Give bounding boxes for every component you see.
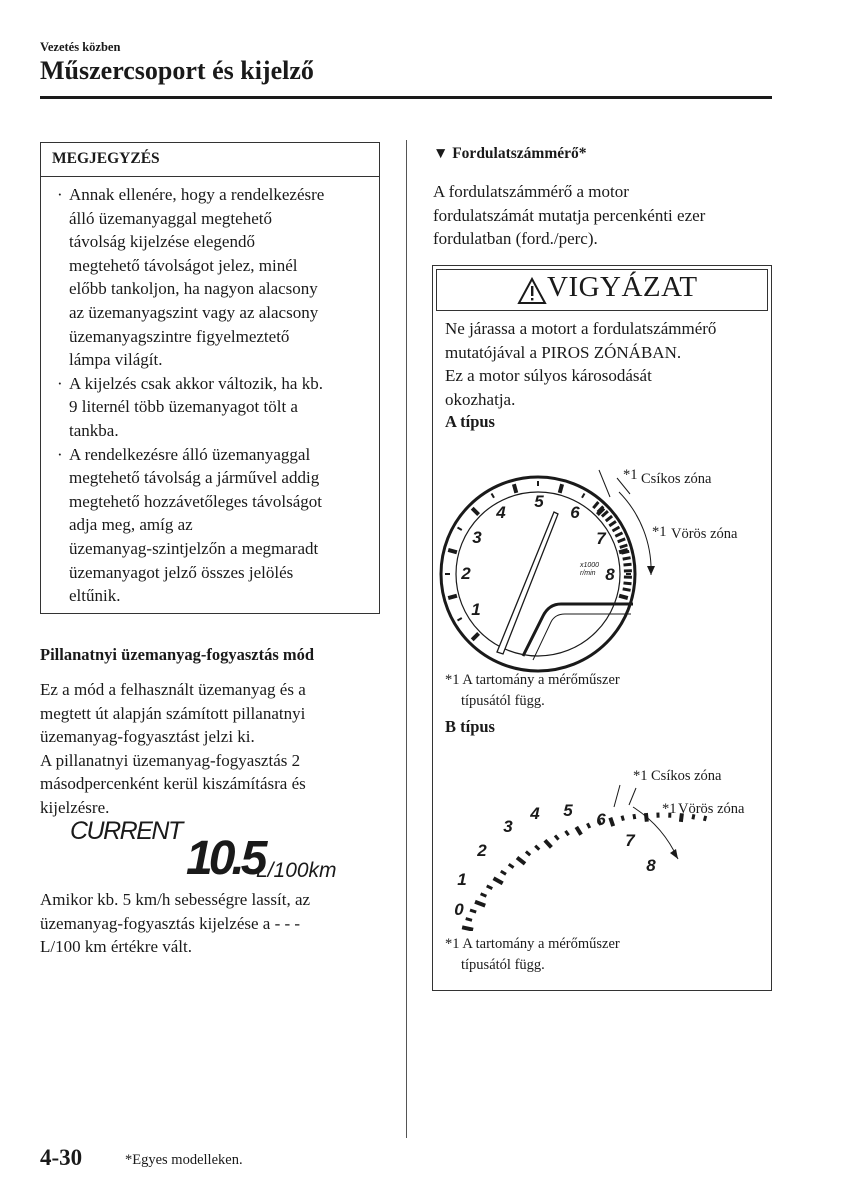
red-zone-mark: *1 xyxy=(662,801,677,817)
note-line: megtehető távolságot jelez, minél xyxy=(69,255,298,275)
caution-title: VIGYÁZAT xyxy=(547,271,698,303)
type-a-footnote xyxy=(445,670,620,712)
gauge-number: 8 xyxy=(646,856,656,875)
triangle-down-icon: ▼ xyxy=(433,145,449,162)
gauge-tick xyxy=(624,583,632,584)
gauge-tick xyxy=(448,596,457,598)
paragraph-line: fordulatszámát mutatja percenkénti ezer xyxy=(433,205,706,225)
note-bullet xyxy=(57,443,371,608)
red-zone-leader xyxy=(629,788,636,805)
paragraph-line: Amikor kb. 5 km/h sebességre lassít, az xyxy=(40,890,311,909)
gauge-tick xyxy=(624,564,632,565)
gauge-tick xyxy=(582,494,585,498)
paragraph-line: okozhatja. xyxy=(445,389,516,409)
bullet-dot-icon: · xyxy=(57,373,63,393)
display-label: CURRENT xyxy=(70,817,182,845)
bullet-dot-icon: · xyxy=(57,185,63,204)
note-line: eltűnik. xyxy=(69,586,121,606)
column-divider xyxy=(406,140,407,1138)
gauge-number: 6 xyxy=(596,810,606,829)
display-value: 10.5 xyxy=(186,832,264,885)
gauge-tick xyxy=(613,527,620,531)
gauge-number: 6 xyxy=(570,503,580,522)
gauge-tick xyxy=(566,831,569,835)
gauge-tick xyxy=(458,618,462,621)
footnote-line: típusától függ. xyxy=(461,693,545,709)
note-bullet xyxy=(57,372,371,443)
note-line: adja meg, amíg az xyxy=(69,515,193,535)
page-number: 4-30 xyxy=(40,1145,83,1170)
note-line: A rendelkezésre álló üzemanyaggal xyxy=(69,444,311,464)
type-a-heading: A típus xyxy=(445,412,495,431)
gauge-number: 3 xyxy=(503,817,513,836)
gauge-tick xyxy=(481,894,487,897)
page-title: Műszercsoport és kijelző xyxy=(40,56,314,85)
gauge-tick xyxy=(466,919,472,921)
gauge-tick xyxy=(623,589,631,590)
gauge-tick xyxy=(448,550,457,552)
note-bullet xyxy=(57,183,371,372)
gauge-tick xyxy=(509,864,514,867)
gauge-needle xyxy=(497,512,558,654)
gauge-number-group xyxy=(454,801,656,919)
gauge-tick xyxy=(472,633,478,639)
stripe-zone-mark: *1 xyxy=(633,768,648,784)
gauge-tick xyxy=(618,539,626,542)
footnote-mark: *1 xyxy=(445,936,460,952)
note-body xyxy=(41,177,379,608)
tachometer-heading-text: Fordulatszámmérő* xyxy=(452,145,587,162)
caution-text xyxy=(445,317,765,411)
note-line: megtehető hozzávetőleges távolságot xyxy=(69,491,323,511)
gauge-tick xyxy=(526,852,530,856)
paragraph-line: mutatójával a PIROS ZÓNÁBAN. xyxy=(445,342,682,362)
stripe-zone-leader xyxy=(599,470,610,497)
gauge-tick xyxy=(587,823,589,828)
note-line: üzemanyagot jelző összes jelölés xyxy=(69,562,294,582)
gauge-number: 1 xyxy=(457,870,467,889)
paragraph-line: üzemanyag-fogyasztást jelzi ki. xyxy=(40,727,255,747)
gauge-tick xyxy=(619,596,628,598)
gauge-tick xyxy=(492,494,495,498)
red-zone-mark: *1 xyxy=(652,524,667,540)
gauge-number: 3 xyxy=(472,528,482,547)
instant-mode-heading: Pillanatnyi üzemanyag-fogyasztás mód xyxy=(40,645,315,664)
paragraph-line: másodpercenként kerül kiszámításra és xyxy=(40,774,306,794)
note-line: távolság kijelzése elegendő xyxy=(69,232,255,252)
gauge-unit-bottom: r/min xyxy=(580,570,596,577)
gauge-tick xyxy=(620,545,628,547)
note-box xyxy=(40,142,380,614)
gauge-number: 5 xyxy=(534,492,544,511)
gauge-tick xyxy=(501,871,506,874)
gauge-tick xyxy=(621,551,629,553)
stripe-zone-label: Csíkos zóna xyxy=(651,768,722,784)
paragraph-line: A pillanatnyi üzemanyag-fogyasztás 2 xyxy=(40,750,301,770)
bracket-arrow-icon xyxy=(670,849,678,859)
gauge-tick xyxy=(634,814,635,819)
note-line: üzemanyagszintre figyelmeztető xyxy=(69,326,290,346)
section-label: Vezetés közben xyxy=(40,40,121,54)
caution-header xyxy=(436,269,768,311)
gauge-number: 5 xyxy=(563,801,573,820)
gauge-unit-top: x1000 xyxy=(580,562,600,569)
gauge-tick xyxy=(593,502,598,508)
display-unit: L/100km xyxy=(256,859,337,882)
bracket-arrow-icon xyxy=(647,566,655,575)
note-line: álló üzemanyaggal megtehető xyxy=(69,208,272,228)
gauge-tick xyxy=(470,910,476,912)
gauge-tick xyxy=(535,846,539,850)
footnote-text: A tartomány a mérőműszer xyxy=(462,936,620,952)
paragraph-line: Ez a mód a felhasznált üzemanyag és a xyxy=(40,680,306,699)
warning-triangle-icon xyxy=(517,277,547,305)
gauge-number: 2 xyxy=(477,841,487,860)
instant-mode-paragraph-2 xyxy=(40,888,370,959)
footnote-line xyxy=(445,934,620,955)
note-line: Annak ellenére, hogy a rendelkezésre xyxy=(69,185,325,204)
note-line: az üzemanyagszint vagy az alacsony xyxy=(69,302,319,322)
note-line: 9 liternél több üzemanyagot tölt a xyxy=(69,397,298,417)
footnote-mark: *1 xyxy=(445,672,460,688)
gauge-tick xyxy=(623,558,631,559)
paragraph-line: üzemanyag-fogyasztás kijelzése a - - - xyxy=(40,913,301,933)
gauge-number: 4 xyxy=(530,804,540,823)
gauge-tick xyxy=(494,878,503,883)
gauge-tick xyxy=(610,818,613,826)
tachometer-paragraph xyxy=(433,180,773,251)
bullet-dot-icon: · xyxy=(57,444,63,464)
gauge-tick xyxy=(615,533,622,537)
note-line: megtehető távolság a járművel addig xyxy=(69,468,320,488)
gauge-tick xyxy=(514,484,516,493)
gauge-number: 8 xyxy=(605,565,615,584)
type-b-gauge xyxy=(433,761,771,931)
stripe-zone-mark: *1 xyxy=(623,467,638,483)
stripe-zone-label: Csíkos zóna xyxy=(641,471,712,487)
paragraph-line: A fordulatszámmérő a motor xyxy=(433,182,629,201)
note-line: üzemanyag-szintjelzőn a megmaradt xyxy=(69,538,319,558)
gauge-tick xyxy=(472,508,478,514)
note-line: előbb tankoljon, ha nagyon alacsony xyxy=(69,279,318,299)
note-heading: MEGJEGYZÉS xyxy=(41,143,379,177)
type-a-gauge xyxy=(433,456,771,676)
paragraph-line: Ez a motor súlyos károsodását xyxy=(445,366,652,386)
footnote-line: típusától függ. xyxy=(461,957,545,973)
instant-mode-paragraph xyxy=(40,678,370,820)
gauge-tick xyxy=(517,858,525,864)
gauge-tick xyxy=(555,835,559,839)
note-line: A kijelzés csak akkor változik, ha kb. xyxy=(69,373,323,393)
gauge-tick xyxy=(462,927,473,929)
note-line: lámpa világít. xyxy=(69,350,163,370)
tachometer-heading xyxy=(433,145,587,163)
note-line: tankba. xyxy=(69,420,119,440)
gauge-number: 4 xyxy=(496,503,506,522)
footer-note: *Egyes modelleken. xyxy=(125,1152,243,1168)
gauge-display-window-inner xyxy=(533,614,631,660)
paragraph-line: L/100 km értékre vált. xyxy=(40,937,193,957)
gauge-number: 0 xyxy=(454,900,464,919)
caution-box xyxy=(432,265,772,991)
footnote-text: A tartomány a mérőműszer xyxy=(462,672,620,688)
gauge-number: 2 xyxy=(461,564,471,583)
stripe-zone-leader xyxy=(614,785,620,807)
gauge-tick xyxy=(606,516,612,521)
gauge-tick xyxy=(622,816,623,821)
footnote-line xyxy=(445,670,620,691)
gauge-tick xyxy=(560,484,562,493)
paragraph-line: megtett út alapján számított pillanatnyi xyxy=(40,703,306,723)
title-rule xyxy=(40,96,772,99)
gauge-tick-group xyxy=(462,813,706,930)
paragraph-line: Ne járassa a motort a fordulatszámmérő xyxy=(445,319,717,338)
gauge-tick xyxy=(458,528,462,531)
gauge-tick xyxy=(576,827,581,835)
gauge-tick xyxy=(475,902,485,906)
gauge-tick xyxy=(609,521,616,526)
paragraph-line: fordulatban (ford./perc). xyxy=(433,229,598,249)
type-b-heading: B típus xyxy=(445,717,495,736)
red-zone-label: Vörös zóna xyxy=(678,801,745,817)
type-b-footnote xyxy=(445,934,620,976)
gauge-number: 7 xyxy=(596,529,606,548)
gauge-number: 7 xyxy=(625,831,635,850)
fuel-consumption-display xyxy=(70,815,370,890)
gauge-tick xyxy=(545,840,552,847)
gauge-tick xyxy=(487,886,493,889)
gauge-number: 1 xyxy=(471,600,481,619)
red-zone-label: Vörös zóna xyxy=(671,526,738,542)
paragraph-line: kijelzésre. xyxy=(40,797,110,817)
